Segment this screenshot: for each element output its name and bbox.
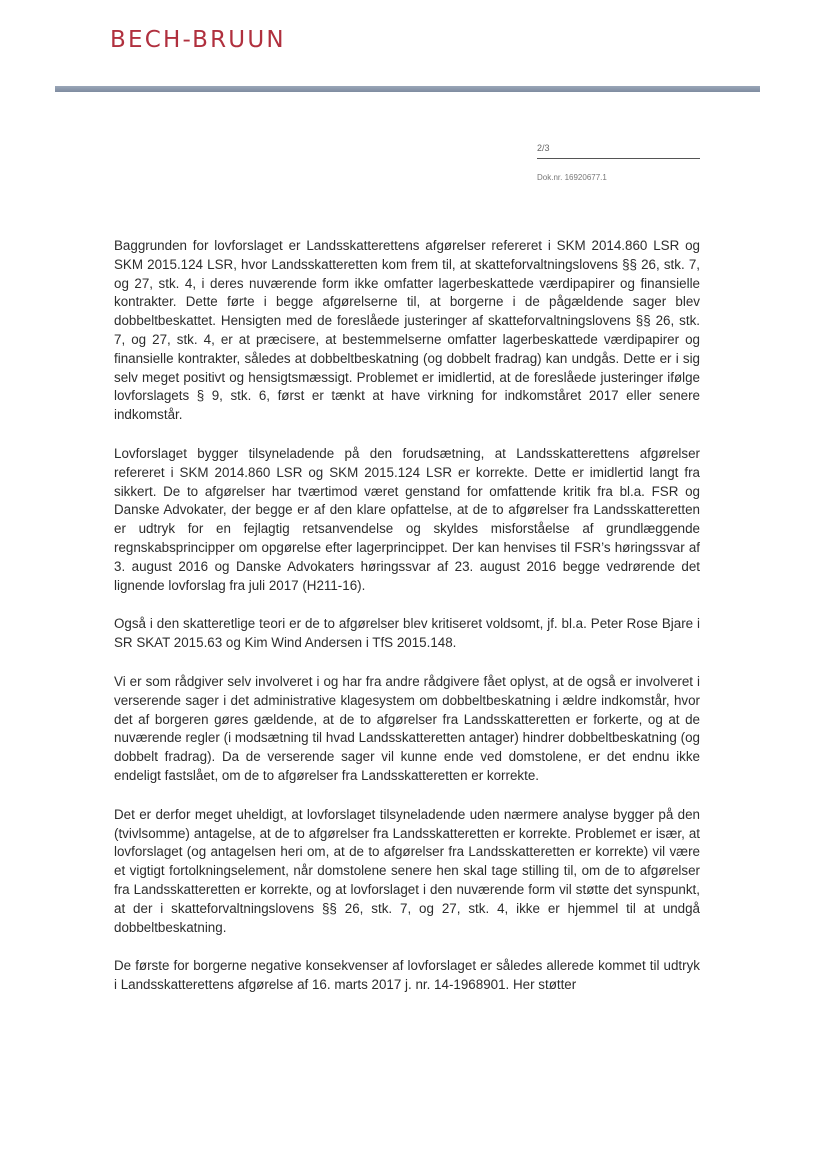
header-bar xyxy=(55,86,760,92)
paragraph: Vi er som rådgiver selv involveret i og har fra andre rådgivere fået oplyst, at de også er involveret i verserende sager i det administrative klagesystem om dobbeltbeskatning i ældre indkomstår, hvor det af borgeren gøres gældende, at de to afgørelser fra Landsskatteretten er forkerte, og at de nuværende regler (i modsætning til hvad Landsskatteretten antager) hindrer dobbeltbeskatning (og dobbelt fradrag). Da de verserende sager vil kunne ende ved domstolene, er det endnu ikke endeligt fastslået, om de to afgørelser fra Landsskatteretten er korrekte. xyxy=(114,673,700,783)
paragraph: Lovforslaget bygger tilsyneladende på den forudsætning, at Landsskatterettens afgørelser refereret i SKM 2014.860 LSR og SKM 2015.124 LSR er korrekte. Dette er imidlertid langt fra sikkert. De to afgørelser har tværtimod været genstand for omfattende kritik fra bl.a. FSR og Danske Advokater, der begge er af den klare opfattelse, at de to afgørelser fra Landsskatteretten er udtryk for en fejlagtig retsanvendelse og skyldes misforståelse af grundlæggende regnskabsprincipper om opgørelse efter lagerprincippet. Der kan henvises til FSR’s høringssvar af 3. august 2016 og Danske Advokaters høringssvar af 23. august 2016 begge vedrørende det lignende lovforslag fra juli 2017 (H211-16). xyxy=(114,445,700,593)
page-number-divider xyxy=(537,158,700,159)
paragraph: Baggrunden for lovforslaget er Landsskatterettens afgørelser refereret i SKM 2014.860 LSR og SKM 2015.124 LSR, hvor Landsskatteretten kom frem til, at skatteforvaltningslovens §§ 26, stk. 7, og 27, stk. 4, i deres nuværende form ikke omfatter lagerbeskattede værdipapirer og finansielle kontrakter. Dette førte i begge afgørelserne til, at borgerne i de pågældende sager blev dobbeltbeskattet. Hensigten med de foreslåede justeringer af skatteforvaltningslovens §§ 26, stk. 7, og 27, stk. 4, er at præcisere, at bestemmelserne omfatter lagerbeskattede værdipapirer og finansielle kontrakter, således at dobbeltbeskatning (og dobbelt fradrag) kan undgås. Dette er i sig selv meget positivt og hensigtsmæssigt. Problemet er imidlertid, at de foreslåede justeringer ifølge lovforslagets § 9, stk. 6, først er tænkt at have virkning for indkomståret 2017 eller senere indkomstår. xyxy=(114,238,700,423)
body-text xyxy=(114,237,700,1015)
company-logo: BECH-BRUUN xyxy=(110,27,286,53)
document-number: Dok.nr. 16920677.1 xyxy=(537,173,607,182)
paragraph: Også i den skatteretlige teori er de to afgørelser blev kritiseret voldsomt, jf. bl.a. Peter Rose Bjare i SR SKAT 2015.63 og Kim Wind Andersen i TfS 2015.148. xyxy=(114,616,700,651)
page-number: 2/3 xyxy=(537,143,550,153)
paragraph: Det er derfor meget uheldigt, at lovforslaget tilsyneladende uden nærmere analyse bygger på den (tvivlsomme) antagelse, at de to afgørelser fra Landsskatteretten er korrekte. Problemet er især, at lovforslaget (og antagelsen heri om, at de to afgørelser fra Landsskatteretten er korrekte) vil være et vigtigt fortolkningselement, når domstolene senere hen skal tage stilling til, om de to afgørelser fra Landsskatteretten er korrekte, og at lovforslaget i den nuværende form vil støtte det synspunkt, at der i skatteforvaltningslovens §§ 26, stk. 7, og 27, stk. 4, ikke er hjemmel til at undgå dobbeltbeskatning. xyxy=(114,806,700,935)
paragraph: De første for borgerne negative konsekvenser af lovforslaget er således allerede kommet til udtryk i Landsskatterettens afgørelse af 16. marts 2017 j. nr. 14-1968901. Her støtter xyxy=(114,958,700,993)
